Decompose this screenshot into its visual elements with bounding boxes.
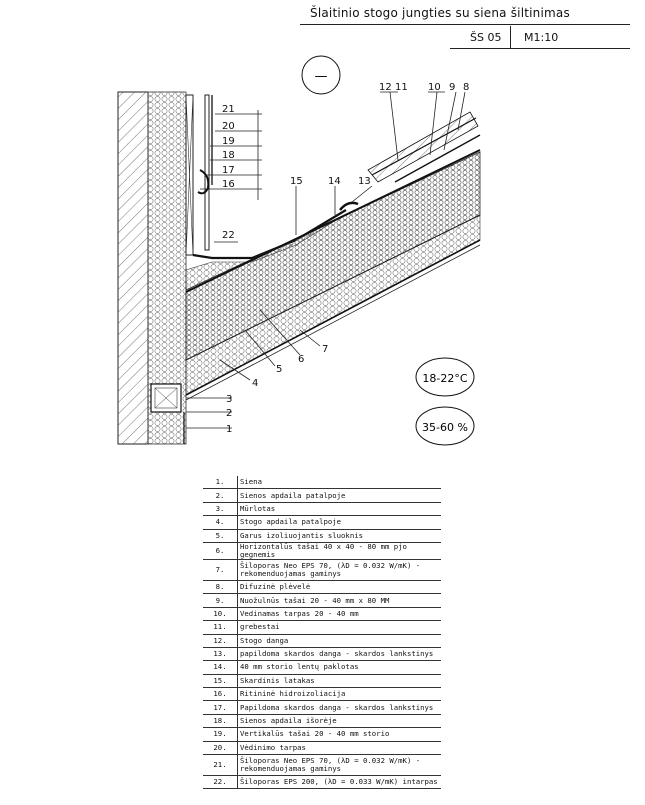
legend-number: 9.	[203, 594, 238, 607]
legend-text: Horizontalūs tašai 40 x 40 - 80 mm pjo gegnemis	[238, 542, 442, 559]
callout-7: 7	[322, 344, 329, 355]
legend-row	[203, 728, 441, 741]
humidity-label: 35-60 %	[422, 421, 468, 434]
legend-number: 5.	[203, 529, 238, 542]
legend-row	[203, 489, 441, 502]
legend-number: 10.	[203, 607, 238, 620]
legend-number: 4.	[203, 516, 238, 529]
legend-text: Sienos apdaila patalpoje	[238, 489, 442, 502]
callout-9: 9	[449, 82, 456, 93]
legend-row	[203, 714, 441, 727]
legend-row	[203, 647, 441, 660]
legend-text: Nuožulnūs tašai 20 - 40 mm x 80 MM	[238, 594, 442, 607]
legend-text: Sienos apdaila išorėje	[238, 714, 442, 727]
callout-22: 22	[222, 230, 235, 241]
legend-number: 15.	[203, 674, 238, 687]
legend-text: papildoma skardos danga - skardos lankstinys	[238, 647, 442, 660]
drawing-title: Šlaitinio stogo jungties su siena šiltinimas	[310, 6, 570, 20]
callout-10: 10	[428, 82, 441, 93]
legend-number: 11.	[203, 621, 238, 634]
legend-number: 8.	[203, 580, 238, 593]
callout-12: 12	[379, 82, 392, 93]
drawing-code: ŠS 05	[470, 31, 502, 44]
legend-row	[203, 607, 441, 620]
legend-row	[203, 634, 441, 647]
legend-text: Vertikalūs tašai 20 - 40 mm storio	[238, 728, 442, 741]
legend-number: 17.	[203, 701, 238, 714]
legend-row	[203, 741, 441, 754]
callout-15: 15	[290, 176, 303, 187]
legend-number: 1.	[203, 476, 238, 489]
callout-18: 18	[222, 150, 235, 161]
wall-masonry	[118, 92, 148, 444]
legend-number: 16.	[203, 688, 238, 701]
legend-text: Šiloporas EPS 200, (λD = 0.033 W/mK) intarpas	[238, 776, 442, 789]
legend-number: 6.	[203, 542, 238, 559]
legend-number: 12.	[203, 634, 238, 647]
legend-number: 3.	[203, 502, 238, 515]
legend-text: Mūrlotas	[238, 502, 442, 515]
legend-row	[203, 502, 441, 515]
legend-row	[203, 755, 441, 776]
legend-text: 40 mm storio lentų paklotas	[238, 661, 442, 674]
legend-number: 14.	[203, 661, 238, 674]
legend-number: 18.	[203, 714, 238, 727]
callout-19: 19	[222, 136, 235, 147]
legend-text: grebestai	[238, 621, 442, 634]
callout-8: 8	[463, 82, 470, 93]
callout-6: 6	[298, 354, 305, 365]
callout-4: 4	[252, 378, 259, 389]
legend-row	[203, 674, 441, 687]
legend-text: Garus izoliuojantis sluoknis	[238, 529, 442, 542]
callout-14: 14	[328, 176, 341, 187]
callout-2: 2	[226, 408, 233, 419]
legend-number: 13.	[203, 647, 238, 660]
callout-3: 3	[226, 394, 233, 405]
legend-text: Šiloporas Neo EPS 70, (λD = 0.032 W/mK) - rekomenduojamas gaminys	[238, 755, 442, 776]
legend-number: 21.	[203, 755, 238, 776]
legend-text: Šiloporas Neo EPS 70, (λD = 0.032 W/mK) - rekomenduojamas gaminys	[238, 559, 442, 580]
legend-row	[203, 594, 441, 607]
legend-text: Skardinis latakas	[238, 674, 442, 687]
exterior-cladding	[205, 95, 209, 250]
legend-row	[203, 688, 441, 701]
legend-row	[203, 701, 441, 714]
legend-row	[203, 661, 441, 674]
legend-row	[203, 776, 441, 789]
legend-text: Siena	[238, 476, 442, 489]
legend-row	[203, 516, 441, 529]
temperature-label: 18-22°C	[422, 372, 468, 385]
legend-row	[203, 580, 441, 593]
legend-text: Papildoma skardos danga - skardos lankstinys	[238, 701, 442, 714]
legend-row	[203, 621, 441, 634]
legend-table	[203, 476, 441, 789]
drawing-scale: M1:10	[524, 31, 559, 44]
callout-5: 5	[276, 364, 283, 375]
legend-row	[203, 559, 441, 580]
callout-17: 17	[222, 165, 235, 176]
legend-row	[203, 476, 441, 489]
callout-11: 11	[395, 82, 408, 93]
callout-20: 20	[222, 121, 235, 132]
legend-number: 22.	[203, 776, 238, 789]
legend-text: Stogo danga	[238, 634, 442, 647]
legend-row	[203, 529, 441, 542]
flashing-upper	[198, 170, 208, 193]
legend-number: 20.	[203, 741, 238, 754]
legend-number: 19.	[203, 728, 238, 741]
legend-number: 7.	[203, 559, 238, 580]
legend-text: Vedinamas tarpas 20 - 40 mm	[238, 607, 442, 620]
legend-text: Difuzinė plėvelė	[238, 580, 442, 593]
callout-21: 21	[222, 104, 235, 115]
callout-16: 16	[222, 179, 235, 190]
legend-text: Vėdinimo tarpas	[238, 741, 442, 754]
legend-number: 2.	[203, 489, 238, 502]
callout-1: 1	[226, 424, 233, 435]
section-mark-label: —	[314, 69, 328, 84]
legend-text: Ritininė hidroizoliacija	[238, 688, 442, 701]
callout-13: 13	[358, 176, 371, 187]
legend-text: Stogo apdaila patalpoje	[238, 516, 442, 529]
legend-row	[203, 542, 441, 559]
